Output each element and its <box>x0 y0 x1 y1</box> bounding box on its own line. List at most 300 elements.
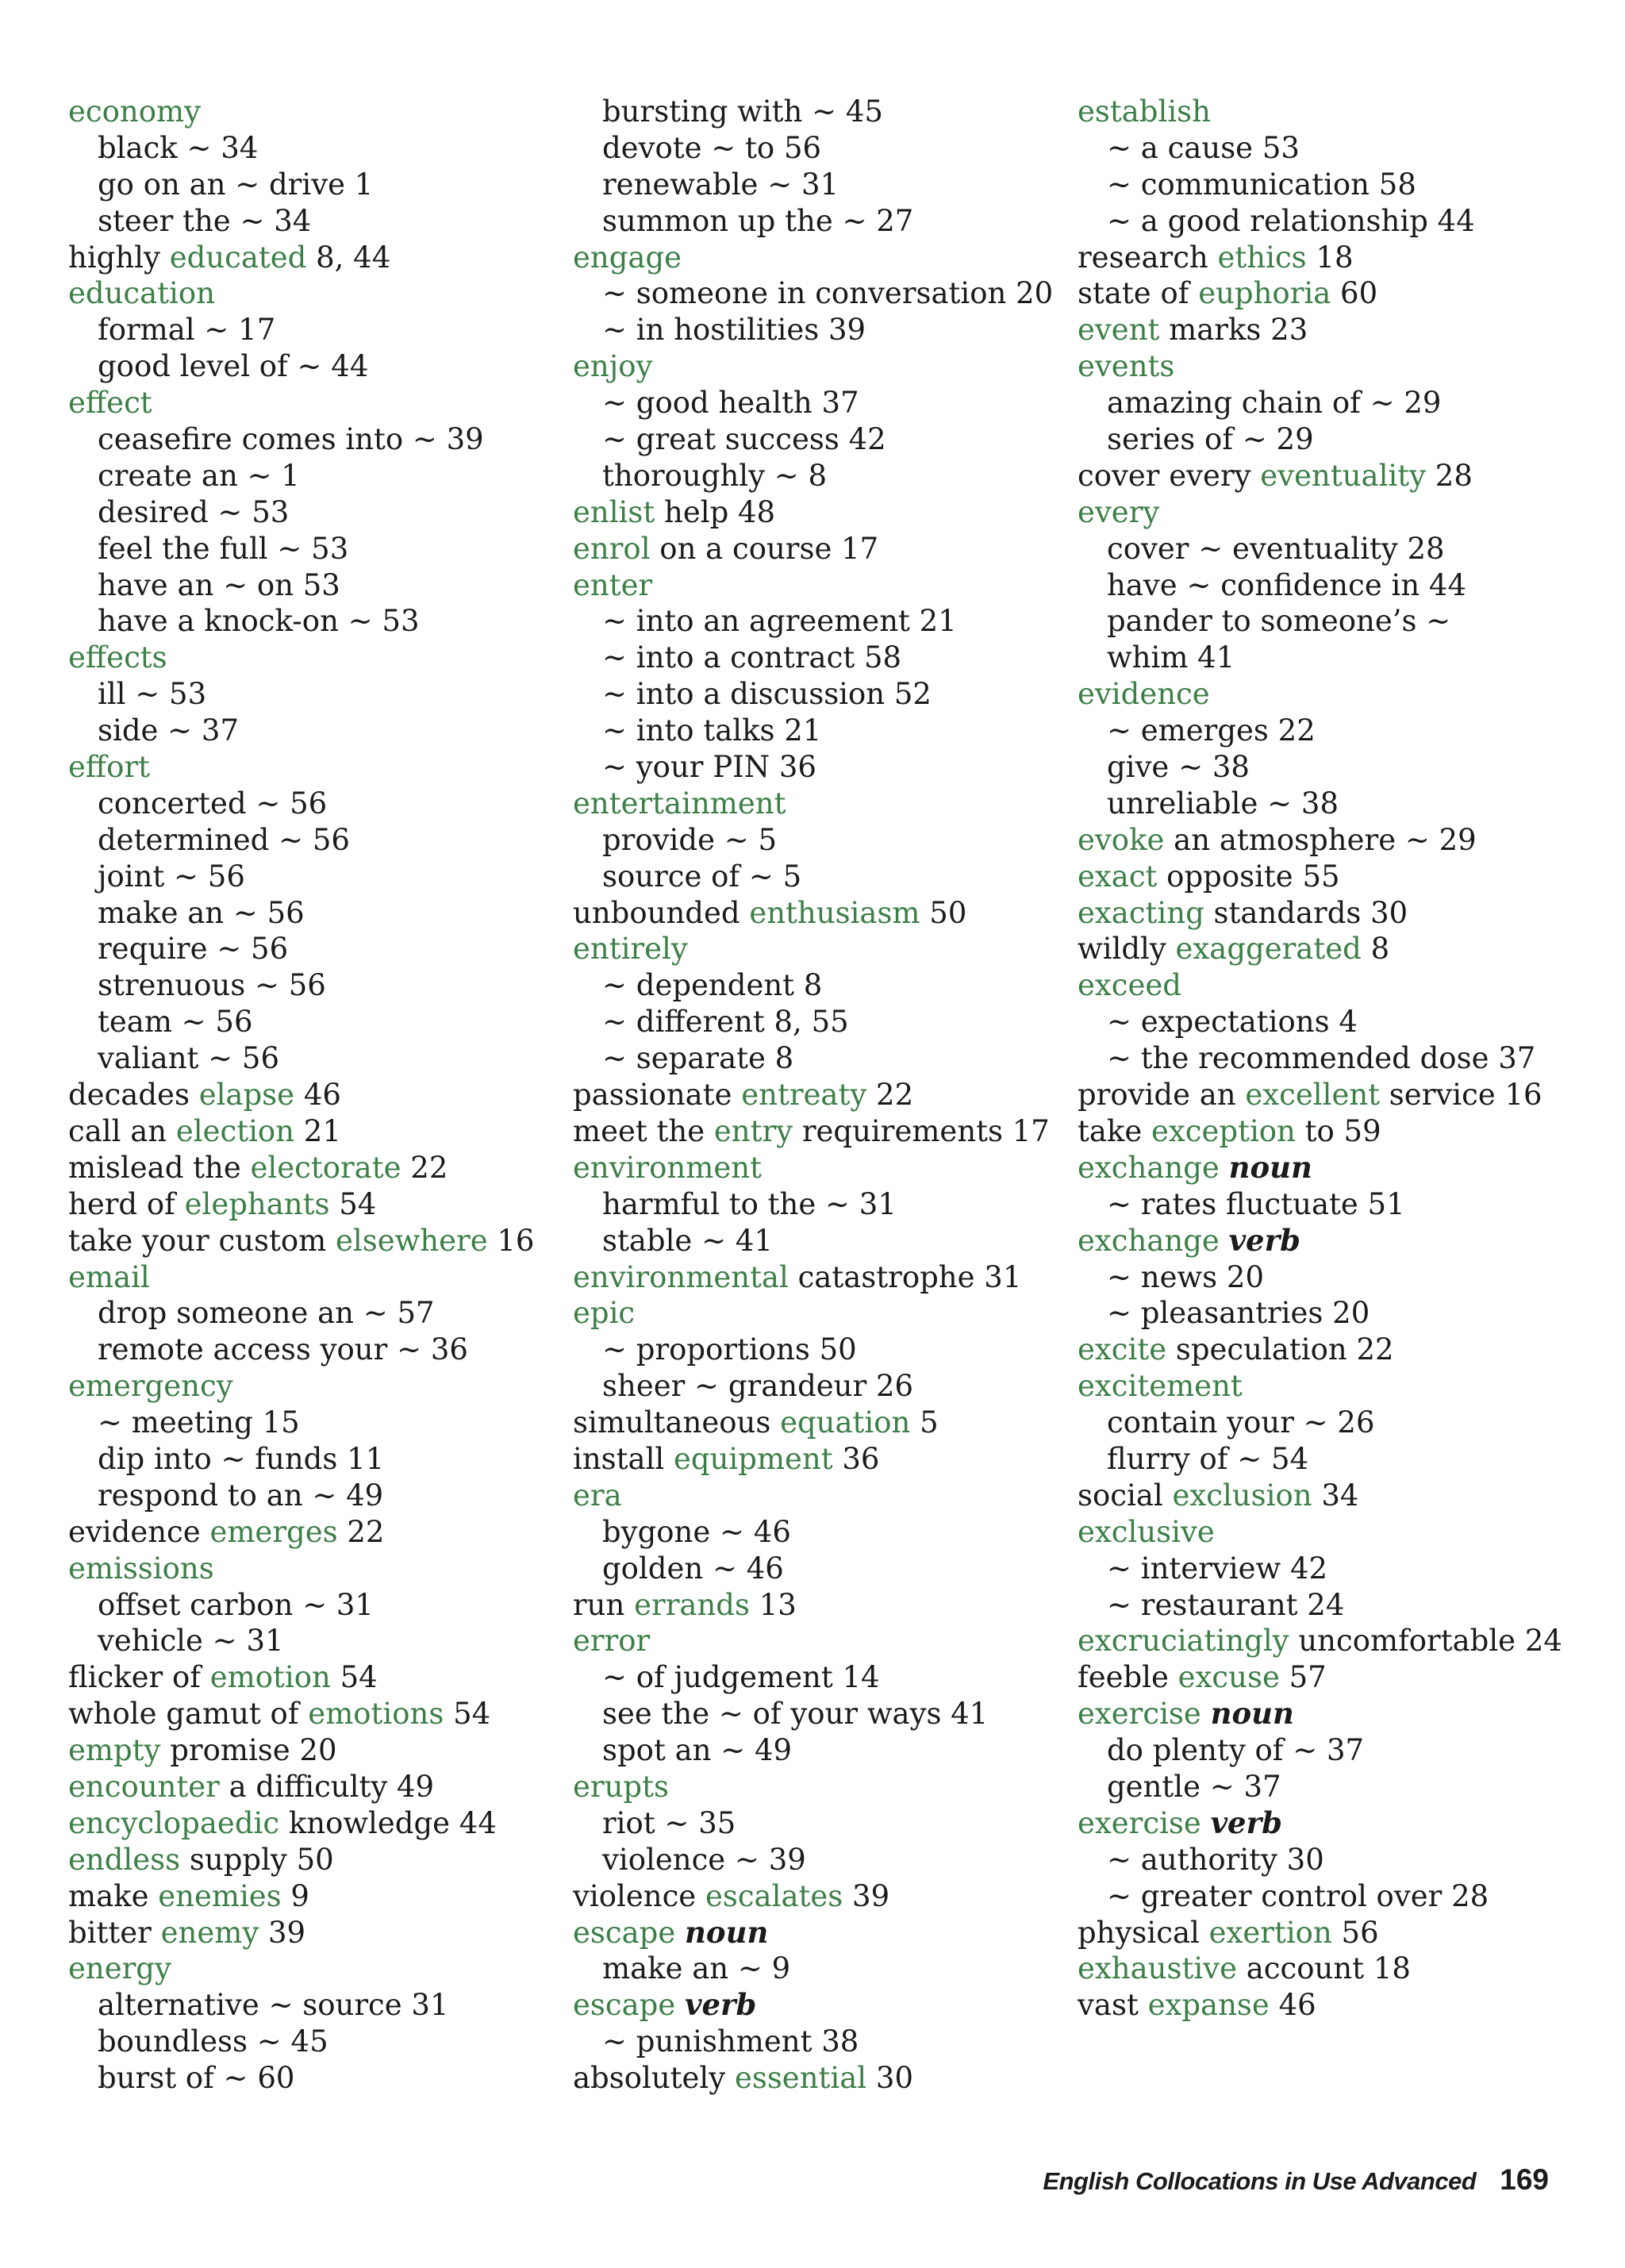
entry-keyword: exchange <box>1078 1150 1220 1185</box>
index-entry <box>1078 1223 1601 1259</box>
index-subentry <box>68 822 544 859</box>
entry-text: 9 <box>281 1878 309 1913</box>
entry-text: ~ proportions 50 <box>602 1332 857 1367</box>
entry-text: go on an ~ drive 1 <box>98 167 374 202</box>
index-subentry <box>573 1368 1049 1405</box>
index-entry <box>573 1587 1049 1624</box>
index-subentry <box>1078 130 1601 167</box>
entry-text: herd of <box>68 1186 185 1221</box>
entry-text: marks 23 <box>1159 313 1308 348</box>
entry-text: vast <box>1078 1988 1148 2023</box>
entry-keyword: emerges <box>209 1514 338 1549</box>
entry-text: cover ~ eventuality 28 <box>1107 531 1445 566</box>
entry-keyword: effect <box>68 386 152 421</box>
entry-text: mislead the <box>68 1150 251 1185</box>
index-subentry <box>573 167 1049 203</box>
index-subentry <box>573 130 1049 167</box>
entry-text: a difficulty 49 <box>219 1769 435 1804</box>
entry-text: have ~ confidence in 44 <box>1107 567 1467 602</box>
entry-keyword: error <box>573 1624 651 1659</box>
entry-keyword: evidence <box>1078 677 1210 712</box>
index-subentry <box>1078 1004 1601 1040</box>
entry-text: 36 <box>832 1441 880 1476</box>
entry-text: series of ~ 29 <box>1107 422 1314 457</box>
entry-text: ~ communication 58 <box>1107 167 1416 202</box>
entry-keyword: economy <box>68 94 201 129</box>
index-subentry <box>1078 749 1601 786</box>
index-entry <box>68 1259 544 1296</box>
index-subentry <box>68 567 544 604</box>
index-subentry <box>1078 167 1601 203</box>
index-entry <box>68 385 544 421</box>
index-subentry <box>68 859 544 895</box>
entry-text: make an ~ 56 <box>98 895 305 930</box>
entry-text: on a course 17 <box>650 531 879 566</box>
entry-text: highly <box>68 240 170 275</box>
entry-keyword: entertainment <box>573 786 786 821</box>
index-subentry <box>573 859 1049 895</box>
entry-text: knowledge 44 <box>279 1805 497 1840</box>
entry-text: supply 50 <box>180 1842 334 1877</box>
index-subentry <box>68 312 544 348</box>
index-entry <box>1078 1150 1601 1186</box>
index-entry <box>573 1405 1049 1441</box>
index-subentry <box>68 713 544 749</box>
index-entry <box>68 1150 544 1186</box>
entry-text: ~ the recommended dose 37 <box>1107 1041 1536 1076</box>
entry-keyword: enemies <box>158 1878 282 1913</box>
index-subentry <box>1078 385 1601 421</box>
entry-keyword: exaggerated <box>1175 932 1362 967</box>
index-subentry <box>573 822 1049 859</box>
index-subentry <box>1078 1259 1601 1296</box>
entry-text: ~ rates fluctuate 51 <box>1107 1186 1405 1221</box>
entry-keyword: electorate <box>250 1150 401 1185</box>
index-subentry <box>573 1732 1049 1769</box>
index-entry <box>68 749 544 786</box>
entry-keyword: exercise <box>1078 1805 1201 1840</box>
index-subentry <box>1078 713 1601 749</box>
index-entry <box>1078 931 1601 967</box>
index-subentry <box>573 1551 1049 1587</box>
entry-text: steer the ~ 34 <box>98 203 312 238</box>
index-entry <box>68 1113 544 1150</box>
entry-keyword: excitement <box>1078 1369 1243 1404</box>
entry-keyword: environment <box>573 1150 762 1185</box>
entry-keyword: endless <box>68 1842 181 1877</box>
index-entry <box>1078 275 1601 312</box>
entry-text: respond to an ~ 49 <box>98 1478 384 1513</box>
entry-text: 46 <box>1269 1988 1316 2023</box>
entry-text: require ~ 56 <box>98 932 289 967</box>
entry-text: bygone ~ 46 <box>602 1514 791 1549</box>
entry-text: have a knock-on ~ 53 <box>98 604 420 639</box>
entry-keyword: eventuality <box>1260 458 1427 493</box>
entry-text: help 48 <box>655 494 776 529</box>
index-subentry <box>68 967 544 1004</box>
entry-text: bursting with ~ 45 <box>602 94 883 129</box>
index-subentry <box>68 895 544 932</box>
index-subentry <box>573 2024 1049 2060</box>
entry-text <box>1201 1697 1211 1731</box>
index-subentry <box>573 1842 1049 1878</box>
entry-text: 46 <box>294 1078 341 1113</box>
entry-text: devote ~ to 56 <box>602 130 822 165</box>
entry-text: renewable ~ 31 <box>602 167 839 202</box>
entry-text: ~ great success 42 <box>602 422 886 457</box>
entry-keyword: emissions <box>68 1551 214 1586</box>
index-entry <box>68 1769 544 1805</box>
entry-keyword: entreaty <box>741 1078 867 1113</box>
entry-text: meet the <box>573 1113 714 1148</box>
entry-text: ~ into talks 21 <box>602 713 822 748</box>
entry-text: ceasefire comes into ~ 39 <box>98 422 484 457</box>
index-subentry <box>68 203 544 240</box>
index-subentry <box>68 130 544 167</box>
entry-text: account 18 <box>1236 1951 1411 1986</box>
entry-keyword: essential <box>734 2061 867 2096</box>
entry-keyword: exertion <box>1208 1915 1332 1950</box>
entry-text: concerted ~ 56 <box>98 786 328 821</box>
entry-text: evidence <box>68 1514 210 1549</box>
entry-keyword: emergency <box>68 1369 233 1404</box>
entry-keyword: emotions <box>308 1697 444 1732</box>
entry-text: alternative ~ source 31 <box>98 1988 449 2023</box>
entry-keyword: escape <box>573 1988 676 2023</box>
index-entry <box>573 494 1049 531</box>
entry-keyword: elapse <box>198 1078 295 1113</box>
index-subentry <box>68 1405 544 1441</box>
entry-text: 54 <box>330 1660 378 1695</box>
index-subentry <box>1078 1769 1601 1805</box>
entry-keyword: energy <box>68 1951 171 1986</box>
entry-keyword: exclusion <box>1172 1478 1312 1513</box>
index-entry <box>68 1732 544 1769</box>
entry-text: ~ your PIN 36 <box>602 750 816 785</box>
index-entry <box>1078 1987 1601 2024</box>
entry-text: service 16 <box>1380 1078 1542 1113</box>
entry-text: state of <box>1078 276 1199 311</box>
index-entry <box>573 1623 1049 1659</box>
entry-text: 8 <box>1361 932 1390 967</box>
entry-keyword: exercise <box>1078 1697 1201 1732</box>
entry-keyword: erupts <box>573 1769 669 1804</box>
entry-keyword: exchange <box>1078 1223 1220 1258</box>
entry-text <box>675 1916 685 1950</box>
entry-keyword: enlist <box>573 494 655 529</box>
index-entry <box>1078 1368 1601 1405</box>
index-entry <box>1078 1113 1601 1150</box>
entry-keyword: every <box>1078 494 1160 529</box>
entry-text: make an ~ 9 <box>602 1951 791 1986</box>
entry-text: an atmosphere ~ 29 <box>1164 822 1477 857</box>
entry-text: sheer ~ grandeur 26 <box>602 1369 914 1404</box>
entry-text: drop someone an ~ 57 <box>98 1296 435 1331</box>
entry-text: 28 <box>1426 458 1473 493</box>
entry-text: take your custom <box>68 1223 336 1258</box>
index-subentry <box>573 749 1049 786</box>
index-subentry <box>68 786 544 822</box>
entry-text: ~ of judgement 14 <box>602 1660 880 1695</box>
index-entry <box>573 1478 1049 1514</box>
index-subentry <box>68 1987 544 2024</box>
entry-keyword: ethics <box>1217 240 1307 275</box>
entry-text: research <box>1078 240 1218 275</box>
entry-keyword: encounter <box>68 1769 220 1804</box>
entry-text: 18 <box>1306 240 1354 275</box>
entry-text: 56 <box>1331 1915 1379 1950</box>
entry-keyword: exception <box>1151 1113 1296 1148</box>
entry-keyword: equation <box>780 1405 911 1440</box>
index-subentry <box>68 1478 544 1514</box>
entry-text: ~ expectations 4 <box>1107 1005 1358 1040</box>
entry-text: ~ restaurant 24 <box>1107 1587 1345 1622</box>
index-entry <box>68 1805 544 1842</box>
entry-keyword: exact <box>1078 859 1158 894</box>
entry-text: amazing chain of ~ 29 <box>1107 386 1442 421</box>
part-of-speech: noun <box>1210 1696 1294 1732</box>
entry-keyword: entry <box>713 1113 793 1148</box>
index-entry <box>1078 967 1601 1004</box>
index-subentry <box>68 1040 544 1077</box>
index-subentry <box>68 931 544 967</box>
entry-text: summon up the ~ 27 <box>602 203 914 238</box>
entry-keyword: educated <box>169 240 307 275</box>
entry-keyword: effects <box>68 640 167 675</box>
index-subentry <box>573 94 1049 130</box>
index-subentry <box>68 531 544 567</box>
entry-text: offset carbon ~ 31 <box>98 1587 374 1622</box>
index-entry <box>573 1441 1049 1478</box>
entry-keyword: engage <box>573 240 682 275</box>
entry-text: stable ~ 41 <box>602 1223 773 1258</box>
entry-text: ~ punishment 38 <box>602 2024 859 2059</box>
index-column-2 <box>573 94 1054 2097</box>
index-subentry <box>1078 603 1601 640</box>
entry-text: strenuous ~ 56 <box>98 968 326 1003</box>
entry-keyword: errands <box>634 1587 750 1622</box>
entry-text: bitter <box>68 1915 161 1950</box>
entry-text: ill ~ 53 <box>98 677 207 712</box>
index-entry <box>1078 1514 1601 1551</box>
entry-text: absolutely <box>573 2061 735 2096</box>
book-title: English Collocations in Use Advanced <box>1043 2167 1477 2195</box>
index-subentry <box>573 421 1049 458</box>
index-entry <box>573 895 1049 932</box>
entry-text: ~ pleasantries 20 <box>1107 1296 1370 1331</box>
index-subentry <box>573 1223 1049 1259</box>
entry-text: create an ~ 1 <box>98 458 300 493</box>
part-of-speech: verb <box>1228 1222 1300 1258</box>
index-subentry <box>573 1186 1049 1223</box>
index-entry <box>1078 348 1601 385</box>
entry-text: pander to someone’s ~ <box>1107 604 1451 639</box>
index-entry <box>68 1186 544 1223</box>
index-entry <box>1078 1805 1601 1842</box>
entry-text: formal ~ 17 <box>98 313 276 348</box>
index-subentry <box>1078 1551 1601 1587</box>
entry-text: ~ dependent 8 <box>602 968 823 1003</box>
entry-text: ~ into a discussion 52 <box>602 677 932 712</box>
entry-keyword: enjoy <box>573 349 653 384</box>
entry-keyword: evoke <box>1078 822 1165 857</box>
index-entry <box>573 2060 1049 2097</box>
entry-text: 21 <box>294 1113 341 1148</box>
index-entry <box>68 1514 544 1551</box>
entry-text: ~ different 8, 55 <box>602 1005 849 1040</box>
entry-keyword: enter <box>573 567 653 602</box>
entry-text: physical <box>1078 1915 1209 1950</box>
entry-keyword: establish <box>1078 94 1211 129</box>
index-subentry <box>573 603 1049 640</box>
entry-text: violence ~ 39 <box>602 1842 806 1877</box>
index-subentry <box>1078 567 1601 604</box>
entry-text: ~ news 20 <box>1107 1259 1264 1294</box>
entry-text: 50 <box>920 895 967 930</box>
index-entry <box>68 1551 544 1587</box>
index-subentry <box>573 275 1054 312</box>
index-entry <box>68 240 544 276</box>
entry-text: 57 <box>1279 1660 1327 1695</box>
entry-text: gentle ~ 37 <box>1107 1769 1281 1804</box>
index-subentry <box>573 967 1049 1004</box>
index-entry <box>68 1659 544 1696</box>
entry-keyword: escape <box>573 1915 676 1950</box>
part-of-speech: verb <box>685 1987 757 2023</box>
entry-text: 39 <box>259 1915 306 1950</box>
part-of-speech: noun <box>685 1914 769 1950</box>
entry-keyword: education <box>68 276 215 311</box>
index-entry <box>68 1842 544 1878</box>
entry-keyword: equipment <box>674 1441 833 1476</box>
entry-keyword: emotion <box>209 1660 331 1695</box>
entry-keyword: expanse <box>1147 1988 1270 2023</box>
entry-text: speculation 22 <box>1166 1332 1394 1367</box>
entry-text: boundless ~ 45 <box>98 2024 328 2059</box>
entry-keyword: euphoria <box>1198 276 1331 311</box>
entry-text: ~ into a contract 58 <box>602 640 902 675</box>
index-subentry <box>68 1623 544 1659</box>
entry-text: provide an <box>1078 1078 1246 1113</box>
entry-text: opposite 55 <box>1157 859 1340 894</box>
entry-text: wildly <box>1078 932 1176 967</box>
entry-text: social <box>1078 1478 1173 1513</box>
entry-text: ~ interview 42 <box>1107 1551 1328 1586</box>
entry-text: golden ~ 46 <box>602 1551 784 1586</box>
entry-text: determined ~ 56 <box>98 822 350 857</box>
index-entry <box>573 348 1049 385</box>
entry-keyword: enemy <box>160 1915 259 1950</box>
index-subentry <box>68 603 544 640</box>
entry-text: make <box>68 1878 159 1913</box>
index-entry <box>573 531 1049 567</box>
index-entry <box>1078 1077 1601 1113</box>
index-subentry <box>1078 786 1601 822</box>
entry-text: standards 30 <box>1204 895 1408 930</box>
entry-text: team ~ 56 <box>98 1005 253 1040</box>
index-subentry <box>68 421 544 458</box>
entry-text: vehicle ~ 31 <box>98 1624 284 1659</box>
entry-keyword: excruciatingly <box>1078 1624 1289 1659</box>
index-subentry <box>573 1696 1049 1732</box>
entry-keyword: era <box>573 1478 622 1513</box>
index-entry <box>573 1259 1049 1296</box>
index-entry <box>573 931 1049 967</box>
index-subentry <box>68 2024 544 2060</box>
index-subentry <box>1078 1732 1601 1769</box>
entry-text: 16 <box>487 1223 535 1258</box>
index-entry <box>573 786 1049 822</box>
entry-text: ~ in hostilities 39 <box>602 313 866 348</box>
entry-text: contain your ~ 26 <box>1107 1405 1375 1440</box>
page-number: 169 <box>1500 2163 1549 2196</box>
entry-text: 54 <box>329 1186 377 1221</box>
index-subentry <box>68 676 544 713</box>
entry-text: uncomfortable 24 <box>1289 1624 1562 1659</box>
index-entry <box>1078 1951 1601 1987</box>
index-entry <box>68 1368 544 1405</box>
entry-text: whole gamut of <box>68 1697 309 1732</box>
index-subentry <box>68 1295 544 1332</box>
entry-text: call an <box>68 1113 176 1148</box>
index-subentry <box>1078 1186 1601 1223</box>
entry-text: ~ a cause 53 <box>1107 130 1300 165</box>
entry-keyword: escalates <box>705 1878 843 1913</box>
index-subentry <box>573 1332 1049 1368</box>
entry-text: 22 <box>337 1514 385 1549</box>
entry-text: run <box>573 1587 635 1622</box>
index-entry <box>573 240 1049 276</box>
index-subentry <box>1078 1842 1601 1878</box>
entry-keyword: enthusiasm <box>749 895 920 930</box>
index-subentry <box>573 1514 1049 1551</box>
entry-text: ~ separate 8 <box>602 1041 794 1076</box>
entry-keyword: exhaustive <box>1078 1951 1237 1986</box>
entry-keyword: enrol <box>573 531 651 566</box>
entry-text: 5 <box>910 1405 939 1440</box>
entry-text: 39 <box>843 1878 890 1913</box>
entry-text <box>1220 1224 1229 1258</box>
index-subentry <box>573 385 1049 421</box>
entry-keyword: effort <box>68 750 151 785</box>
entry-text: requirements 17 <box>793 1113 1050 1148</box>
entry-text: ~ into an agreement 21 <box>602 604 957 639</box>
entry-keyword: epic <box>573 1296 636 1331</box>
index-subentry <box>68 458 544 494</box>
entry-keyword: excuse <box>1177 1660 1280 1695</box>
entry-text: 22 <box>866 1078 914 1113</box>
entry-text: decades <box>68 1078 199 1113</box>
index-entry <box>573 1295 1049 1332</box>
entry-text: unreliable ~ 38 <box>1107 786 1339 821</box>
entry-text: black ~ 34 <box>98 130 259 165</box>
part-of-speech: noun <box>1228 1149 1312 1185</box>
index-entry <box>573 1987 1049 2024</box>
entry-text: install <box>573 1441 674 1476</box>
entry-text: good level of ~ 44 <box>98 349 369 384</box>
index-entry <box>1078 859 1601 895</box>
index-entry <box>68 275 544 312</box>
entry-text: ~ good health 37 <box>602 386 859 421</box>
index-entry <box>1078 240 1601 276</box>
index-subentry <box>68 1441 544 1478</box>
entry-text: side ~ 37 <box>98 713 240 748</box>
entry-text: ~ a good relationship 44 <box>1107 203 1475 238</box>
entry-text: catastrophe 31 <box>788 1259 1022 1294</box>
index-subentry <box>68 167 544 203</box>
entry-text: violence <box>573 1878 705 1913</box>
index-entry <box>68 1696 544 1732</box>
